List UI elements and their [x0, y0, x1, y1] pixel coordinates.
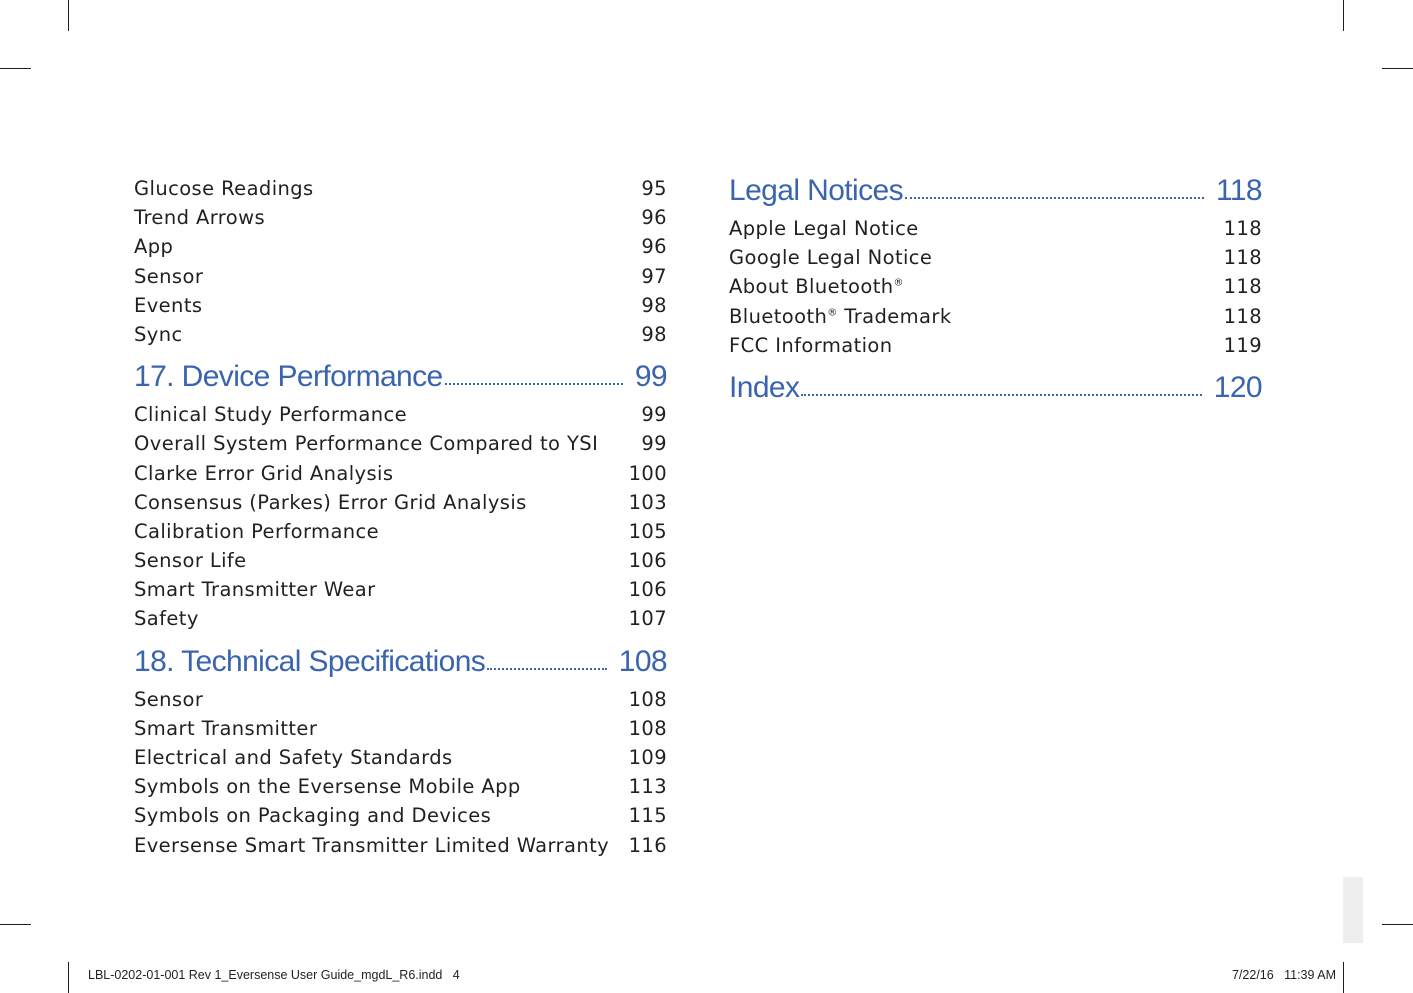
section-page: 108	[618, 644, 667, 678]
toc-entry[interactable]: Clarke Error Grid Analysis 100	[134, 461, 667, 485]
dot-leader	[905, 197, 1204, 199]
toc-entry[interactable]: About Bluetooth® 118	[729, 275, 1262, 299]
footer-file-info: LBL-0202-01-001 Rev 1_Eversense User Guide_mgdL_R6.indd 4	[88, 968, 460, 982]
crop-mark	[1343, 962, 1344, 993]
toc-group-technical-specifications	[134, 685, 667, 860]
toc-entry[interactable]: Smart Transmitter Wear 106	[134, 578, 667, 602]
dot-leader	[801, 394, 1201, 396]
toc-entry[interactable]: Symbols on Packaging and Devices 115	[134, 804, 667, 828]
toc-entry[interactable]: Events 98	[134, 293, 667, 317]
toc-entry[interactable]: Clinical Study Performance 99	[134, 403, 667, 427]
crop-mark	[1343, 0, 1344, 31]
toc-entry[interactable]: Sensor Life 106	[134, 549, 667, 573]
toc-entry[interactable]: Smart Transmitter 108	[134, 716, 667, 740]
toc-entry[interactable]: Google Legal Notice 118	[729, 246, 1262, 270]
toc-entry[interactable]: Consensus (Parkes) Error Grid Analysis 103	[134, 490, 667, 514]
section-heading-legal-notices[interactable]	[729, 174, 1262, 208]
footer-timestamp: 7/22/16 11:39 AM	[1231, 968, 1336, 982]
registered-mark: ®	[893, 277, 904, 289]
dot-leader	[487, 668, 607, 670]
crop-mark	[68, 0, 69, 31]
registered-mark: ®	[827, 307, 838, 319]
crop-mark	[0, 68, 31, 69]
toc-group-pre	[134, 174, 667, 349]
section-title: Index	[729, 370, 800, 404]
section-title: Legal Notices	[729, 174, 903, 207]
crop-mark	[1382, 924, 1413, 925]
toc-entry[interactable]: Glucose Readings 95	[134, 177, 667, 200]
toc-entry[interactable]: FCC Information 119	[729, 333, 1262, 357]
section-heading-index[interactable]	[729, 371, 1262, 405]
toc-entry[interactable]: Sensor 97	[134, 264, 667, 288]
toc-entry[interactable]: Apple Legal Notice 118	[729, 217, 1262, 240]
section-page: 120	[1213, 370, 1262, 404]
crop-mark	[1382, 68, 1413, 69]
toc-entry[interactable]: Bluetooth® Trademark 118	[729, 304, 1262, 328]
page-edge-tab	[1343, 877, 1363, 943]
toc-entry[interactable]: Symbols on the Eversense Mobile App 113	[134, 775, 667, 799]
toc-entry[interactable]: Sensor 108	[134, 687, 667, 711]
toc-entry[interactable]: App 96	[134, 235, 667, 259]
toc-group-legal-notices	[729, 214, 1262, 360]
toc-entry[interactable]: Calibration Performance 105	[134, 519, 667, 543]
section-title: 17. Device Performance	[134, 360, 443, 394]
dot-leader	[445, 383, 623, 385]
toc-entry[interactable]: Overall System Performance Compared to YSI 99	[134, 432, 667, 456]
section-page: 118	[1215, 174, 1262, 207]
section-heading-device-performance[interactable]	[134, 360, 667, 394]
section-heading-technical-specifications[interactable]	[134, 645, 667, 679]
toc-entry[interactable]: Sync 98	[134, 322, 667, 346]
section-page: 99	[634, 360, 667, 394]
toc-entry[interactable]: Safety 107	[134, 607, 667, 631]
crop-mark	[0, 924, 31, 925]
toc-left-column	[134, 174, 667, 860]
toc-group-device-performance	[134, 400, 667, 634]
toc-entry[interactable]: Trend Arrows 96	[134, 206, 667, 230]
toc-entry[interactable]: Electrical and Safety Standards 109	[134, 746, 667, 769]
crop-mark	[68, 962, 69, 993]
toc-entry[interactable]: Eversense Smart Transmitter Limited Warranty 116	[134, 833, 667, 857]
toc-right-column	[729, 174, 1262, 405]
section-title: 18. Technical Specifications	[134, 644, 486, 678]
